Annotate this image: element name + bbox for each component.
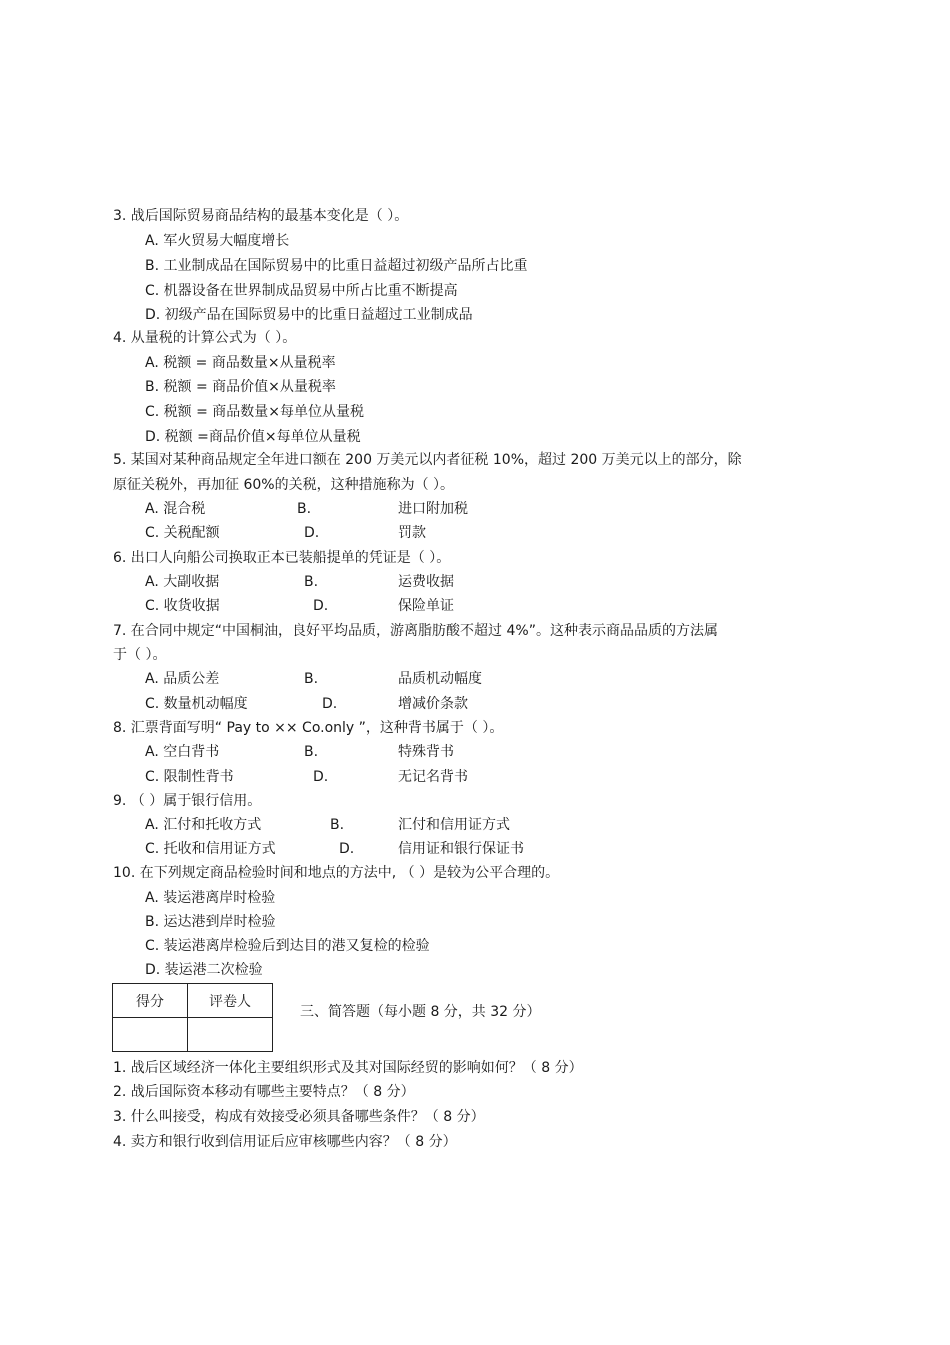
- q7-option-d-text: 增减价条款: [398, 696, 468, 712]
- q9-option-d-letter: D.: [339, 841, 355, 857]
- short-answer-2: 2. 战后国际资本移动有哪些主要特点？（ 8 分）: [113, 1084, 415, 1100]
- q6-option-d-text: 保险单证: [398, 598, 454, 614]
- q9-option-d-text: 信用证和银行保证书: [398, 841, 524, 857]
- q5-option-a: A. 混合税: [145, 501, 206, 517]
- q6-option-b-letter: B.: [304, 574, 319, 590]
- q4-option-b: B. 税额 = 商品价值×从量税率: [145, 379, 336, 395]
- grader-cell[interactable]: [188, 1018, 273, 1052]
- question-5-stem: 5. 某国对某种商品规定全年进口额在 200 万美元以内者征税 10%，超过 200 万美元以上的部分，除: [113, 452, 742, 468]
- short-answer-3: 3. 什么叫接受，构成有效接受必须具备哪些条件？（ 8 分）: [113, 1109, 485, 1125]
- short-answer-1: 1. 战后区域经济一体化主要组织形式及其对国际经贸的影响如何？（ 8 分）: [113, 1060, 583, 1076]
- score-cell[interactable]: [113, 1018, 188, 1052]
- question-7-stem: 7. 在合同中规定“中国桐油，良好平均品质，游离脂肪酸不超过 4%”。这种表示商品品质的方法属: [113, 623, 718, 639]
- q9-option-b-text: 汇付和信用证方式: [398, 817, 510, 833]
- q5-option-c: C. 关税配额: [145, 525, 220, 541]
- q10-option-c: C. 装运港离岸检验后到达目的港又复检的检验: [145, 938, 430, 954]
- question-7-stem-cont: 于（ ）。: [113, 647, 167, 663]
- q6-option-d-letter: D.: [313, 598, 329, 614]
- q8-option-a: A. 空白背书: [145, 744, 220, 760]
- q8-option-b-text: 特殊背书: [398, 744, 454, 760]
- q8-option-d-letter: D.: [313, 769, 329, 785]
- q6-option-c: C. 收货收据: [145, 598, 220, 614]
- q10-option-d: D. 装运港二次检验: [145, 962, 263, 978]
- q8-option-b-letter: B.: [304, 744, 319, 760]
- q7-option-a: A. 品质公差: [145, 671, 220, 687]
- q5-option-b-text: 进口附加税: [398, 501, 468, 517]
- question-4-stem: 4. 从量税的计算公式为（ ）。: [113, 330, 297, 346]
- section-3-title: 三、简答题（每小题 8 分，共 32 分）: [300, 1004, 541, 1020]
- q9-option-b-letter: B.: [330, 817, 345, 833]
- question-3-stem: 3. 战后国际贸易商品结构的最基本变化是（ ）。: [113, 208, 409, 224]
- q6-option-b-text: 运费收据: [398, 574, 454, 590]
- q7-option-c: C. 数量机动幅度: [145, 696, 248, 712]
- q3-option-c: C. 机器设备在世界制成品贸易中所占比重不断提高: [145, 283, 458, 299]
- q7-option-d-letter: D.: [322, 696, 338, 712]
- q3-option-a: A. 军火贸易大幅度增长: [145, 233, 290, 249]
- question-8-stem: 8. 汇票背面写明“ Pay to ×× Co.only ”，这种背书属于（ ）。: [113, 720, 504, 736]
- q3-option-d: D. 初级产品在国际贸易中的比重日益超过工业制成品: [145, 307, 473, 323]
- q3-option-b: B. 工业制成品在国际贸易中的比重日益超过初级产品所占比重: [145, 258, 528, 274]
- score-header: 得分: [113, 984, 188, 1018]
- q9-option-a: A. 汇付和托收方式: [145, 817, 262, 833]
- q4-option-c: C. 税额 = 商品数量×每单位从量税: [145, 404, 365, 420]
- q8-option-d-text: 无记名背书: [398, 769, 468, 785]
- q4-option-d: D. 税额 =商品价值×每单位从量税: [145, 429, 361, 445]
- q10-option-a: A. 装运港离岸时检验: [145, 890, 276, 906]
- q8-option-c: C. 限制性背书: [145, 769, 234, 785]
- question-9-stem: 9. （ ）属于银行信用。: [113, 793, 262, 809]
- q10-option-b: B. 运达港到岸时检验: [145, 914, 276, 930]
- short-answer-4: 4. 卖方和银行收到信用证后应审核哪些内容？（ 8 分）: [113, 1134, 457, 1150]
- q4-option-a: A. 税额 = 商品数量×从量税率: [145, 355, 336, 371]
- question-5-stem-cont: 原征关税外，再加征 60%的关税，这种措施称为（ ）。: [113, 477, 455, 493]
- q7-option-b-text: 品质机动幅度: [398, 671, 482, 687]
- q5-option-b-letter: B.: [297, 501, 312, 517]
- q5-option-d-text: 罚款: [398, 525, 426, 541]
- question-6-stem: 6. 出口人向船公司换取正本已装船提单的凭证是（ ）。: [113, 550, 451, 566]
- q9-option-c: C. 托收和信用证方式: [145, 841, 276, 857]
- question-10-stem: 10. 在下列规定商品检验时间和地点的方法中, （ ）是较为公平合理的。: [113, 865, 560, 881]
- score-table: [112, 983, 273, 1052]
- q5-option-d-letter: D.: [304, 525, 320, 541]
- grader-header: 评卷人: [188, 984, 273, 1018]
- q7-option-b-letter: B.: [304, 671, 319, 687]
- q6-option-a: A. 大副收据: [145, 574, 220, 590]
